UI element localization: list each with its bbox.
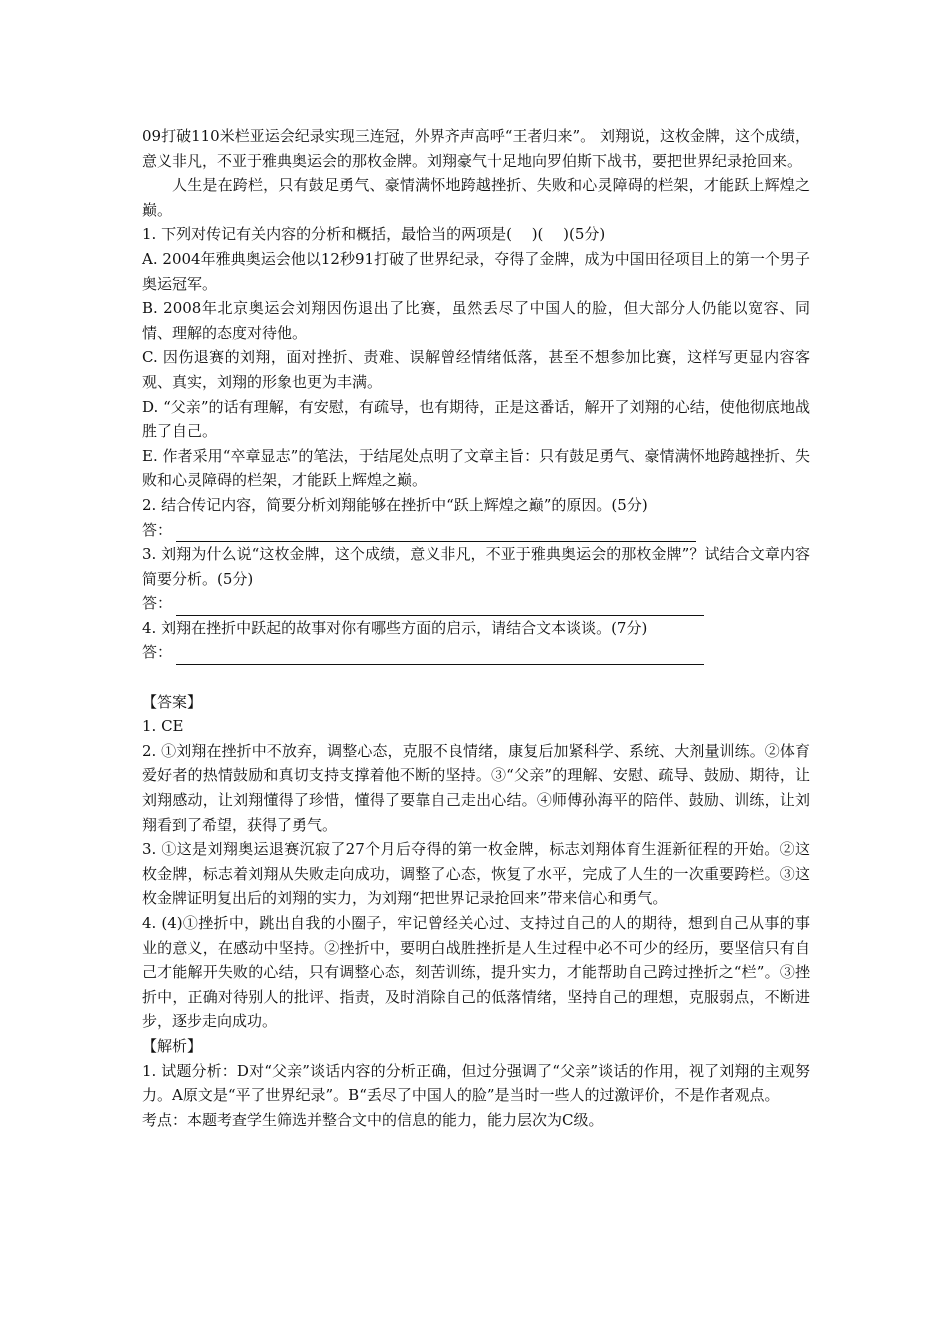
document-page xyxy=(142,124,810,1132)
answer-prefix: 答： xyxy=(142,594,173,613)
answer-line-q2 xyxy=(142,518,810,543)
answer-blank[interactable] xyxy=(176,646,704,665)
passage-conclusion: 人生是在跨栏，只有鼓足勇气、豪情满怀地跨越挫折、失败和心灵障碍的栏架，才能跃上辉煌之巅。 xyxy=(142,176,810,219)
question-1: 1. 下列对传记有关内容的分析和概括，最恰当的两项是( )( )(5分) xyxy=(142,225,606,244)
answer-blank[interactable] xyxy=(176,597,704,616)
section-gap xyxy=(142,665,810,690)
answer-line-q4 xyxy=(142,640,810,665)
question-1-option-e: E. 作者采用“卒章显志”的笔法，于结尾处点明了文章主旨：只有鼓足勇气、豪情满怀地跨越挫折、失败和心灵障碍的栏架，才能跃上辉煌之巅。 xyxy=(142,446,810,490)
answer-2: 2. ①刘翔在挫折中不放弃，调整心态，克服不良情绪，康复后加紧科学、系统、大剂量训练。②体育爱好者的热情鼓励和真切支持支撑着他不断的坚持。③“父亲”的理解、安慰、疏导、鼓励、期待，让刘翔感动，让刘翔懂得了珍惜，懂得了要靠自己走出心结。④师傅孙海平的陪伴、鼓励、训练，让刘翔看到了希望，获得了勇气。 xyxy=(142,741,810,834)
analysis-kaodian: 考点：本题考查学生筛选并整合文中的信息的能力，能力层次为C级。 xyxy=(142,1110,604,1129)
answer-line-q3 xyxy=(142,591,810,616)
passage-paragraph: 09打破110米栏亚运会纪录实现三连冠，外界齐声高呼“王者归来”。 刘翔说，这枚金牌，这个成绩，意义非凡，不亚于雅典奥运会的那枚金牌。刘翔豪气十足地向罗伯斯下战书，要把世界纪录抢回来。 xyxy=(142,127,810,170)
answer-blank[interactable] xyxy=(176,523,696,542)
answer-prefix: 答： xyxy=(142,520,173,539)
question-1-option-c: C. 因伤退赛的刘翔，面对挫折、责难、误解曾经情绪低落，甚至不想参加比赛，这样写更显内容客观、真实，刘翔的形象也更为丰满。 xyxy=(142,348,810,391)
answer-4: 4. (4)①挫折中，跳出自我的小圈子，牢记曾经关心过、支持过自己的人的期待，想到自己从事的事业的意义，在感动中坚持。②挫折中，要明白战胜挫折是人生过程中必不可少的经历，要坚信只有自己才能解开失败的心结，只有调整心态，刻苦训练，提升实力，才能帮助自己跨过挫折之“栏”。③挫折中，正确对待别人的批评、指责，及时消除自己的低落情绪，坚持自己的理想，克服弱点，不断进步，逐步走向成功。 xyxy=(142,914,810,1031)
answer-3: 3. ①这是刘翔奥运退赛沉寂了27个月后夺得的第一枚金牌，标志刘翔体育生涯新征程的开始。②这枚金牌，标志着刘翔从失败走向成功，调整了心态，恢复了水平，完成了人生的一次重要跨栏。③这枚金牌证明复出后的刘翔的实力，为刘翔“把世界记录抢回来”带来信心和勇气。 xyxy=(142,840,810,908)
question-4: 4. 刘翔在挫折中跃起的故事对你有哪些方面的启示，请结合文本谈谈。(7分) xyxy=(142,618,648,637)
question-2: 2. 结合传记内容，简要分析刘翔能够在挫折中“跃上辉煌之巅”的原因。(5分) xyxy=(142,495,648,514)
answers-header: 【答案】 xyxy=(142,692,203,711)
analysis-text: 1. 试题分析：D对“父亲”谈话内容的分析正确，但过分强调了“父亲”谈话的作用，视了刘翔的主观努力。A原文是“平了世界纪录”。B“丢尽了中国人的脸”是当时一些人的过激评价，不是作者观点。 xyxy=(142,1061,810,1105)
question-3: 3. 刘翔为什么说“这枚金牌，这个成绩，意义非凡，不亚于雅典奥运会的那枚金牌”？试结合文章内容简要分析。(5分) xyxy=(142,545,810,588)
analysis-header: 【解析】 xyxy=(142,1036,203,1055)
answer-prefix: 答： xyxy=(142,643,173,662)
question-1-option-a: A. 2004年雅典奥运会他以12秒91打破了世界纪录，夺得了金牌，成为中国田径项目上的第一个男子奥运冠军。 xyxy=(142,249,810,293)
question-1-option-b: B. 2008年北京奥运会刘翔因伤退出了比赛，虽然丢尽了中国人的脸，但大部分人仍能以宽容、同情、理解的态度对待他。 xyxy=(142,299,810,342)
answer-1: 1. CE xyxy=(142,717,184,736)
question-1-option-d: D. “父亲”的话有理解，有安慰，有疏导，也有期待，正是这番话，解开了刘翔的心结，使他彻底地战胜了自己。 xyxy=(142,397,810,441)
